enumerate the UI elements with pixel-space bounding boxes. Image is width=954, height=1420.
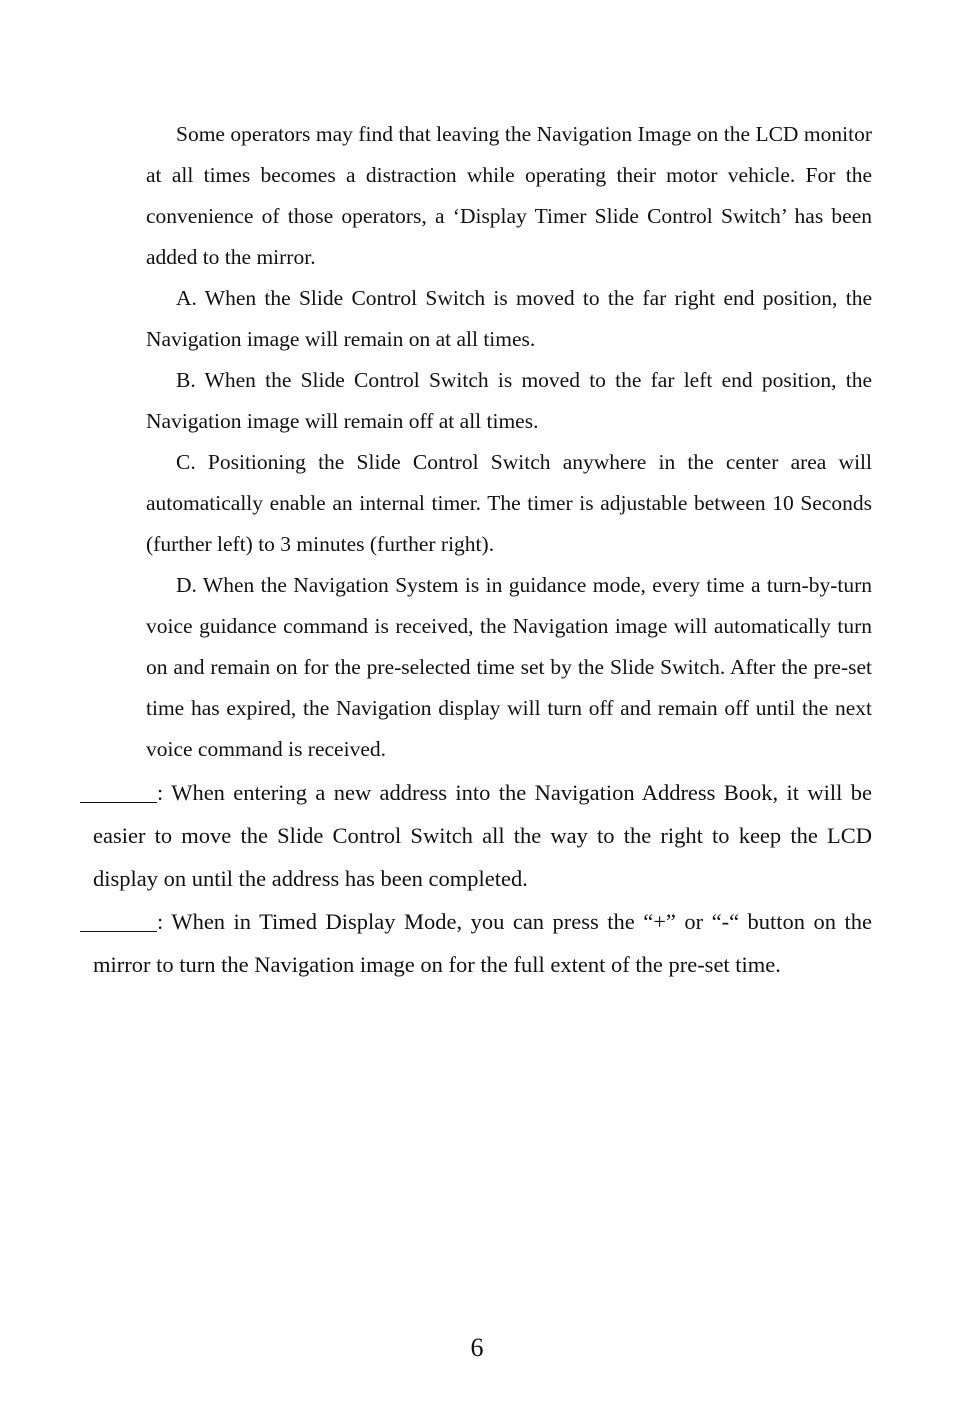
note-label-blank — [80, 909, 157, 932]
note-address-book — [80, 771, 872, 900]
notes-section — [80, 771, 872, 986]
item-d-paragraph: D. When the Navigation System is in guidance mode, every time a turn-by-turn voice guidance command is received, the Navigation image will automatically turn on and remain on for the pre-selected time set by the Slide Switch. After the pre-set time has expired, the Navigation display will turn off and remain off until the next voice command is received. — [146, 573, 872, 761]
item-a-paragraph: A. When the Slide Control Switch is moved to the far right end position, the Navigation image will remain on at all times. — [146, 286, 872, 351]
display-timer-section — [146, 114, 872, 770]
note-timed-display — [80, 900, 872, 986]
item-c-paragraph: C. Positioning the Slide Control Switch anywhere in the center area will automatically enable an internal timer. The timer is adjustable between 10 Seconds (further left) to 3 minutes (further right). — [146, 450, 872, 556]
note-address-book-text: : When entering a new address into the Navigation Address Book, it will be easier to move the Slide Control Switch all the way to the right to keep the LCD display on until the address has been completed. — [93, 780, 872, 891]
item-b-paragraph: B. When the Slide Control Switch is moved to the far left end position, the Navigation image will remain off at all times. — [146, 368, 872, 433]
intro-paragraph: Some operators may find that leaving the Navigation Image on the LCD monitor at all times becomes a distraction while operating their motor vehicle. For the convenience of those operators, a ‘Display Timer Slide Control Switch’ has been added to the mirror. — [146, 122, 872, 269]
note-timed-display-text: : When in Timed Display Mode, you can press the “+” or “-“ button on the mirror to turn the Navigation image on for the full extent of the pre-set time. — [93, 909, 872, 977]
page-number: 6 — [470, 1333, 484, 1362]
note-label-blank — [80, 780, 157, 803]
